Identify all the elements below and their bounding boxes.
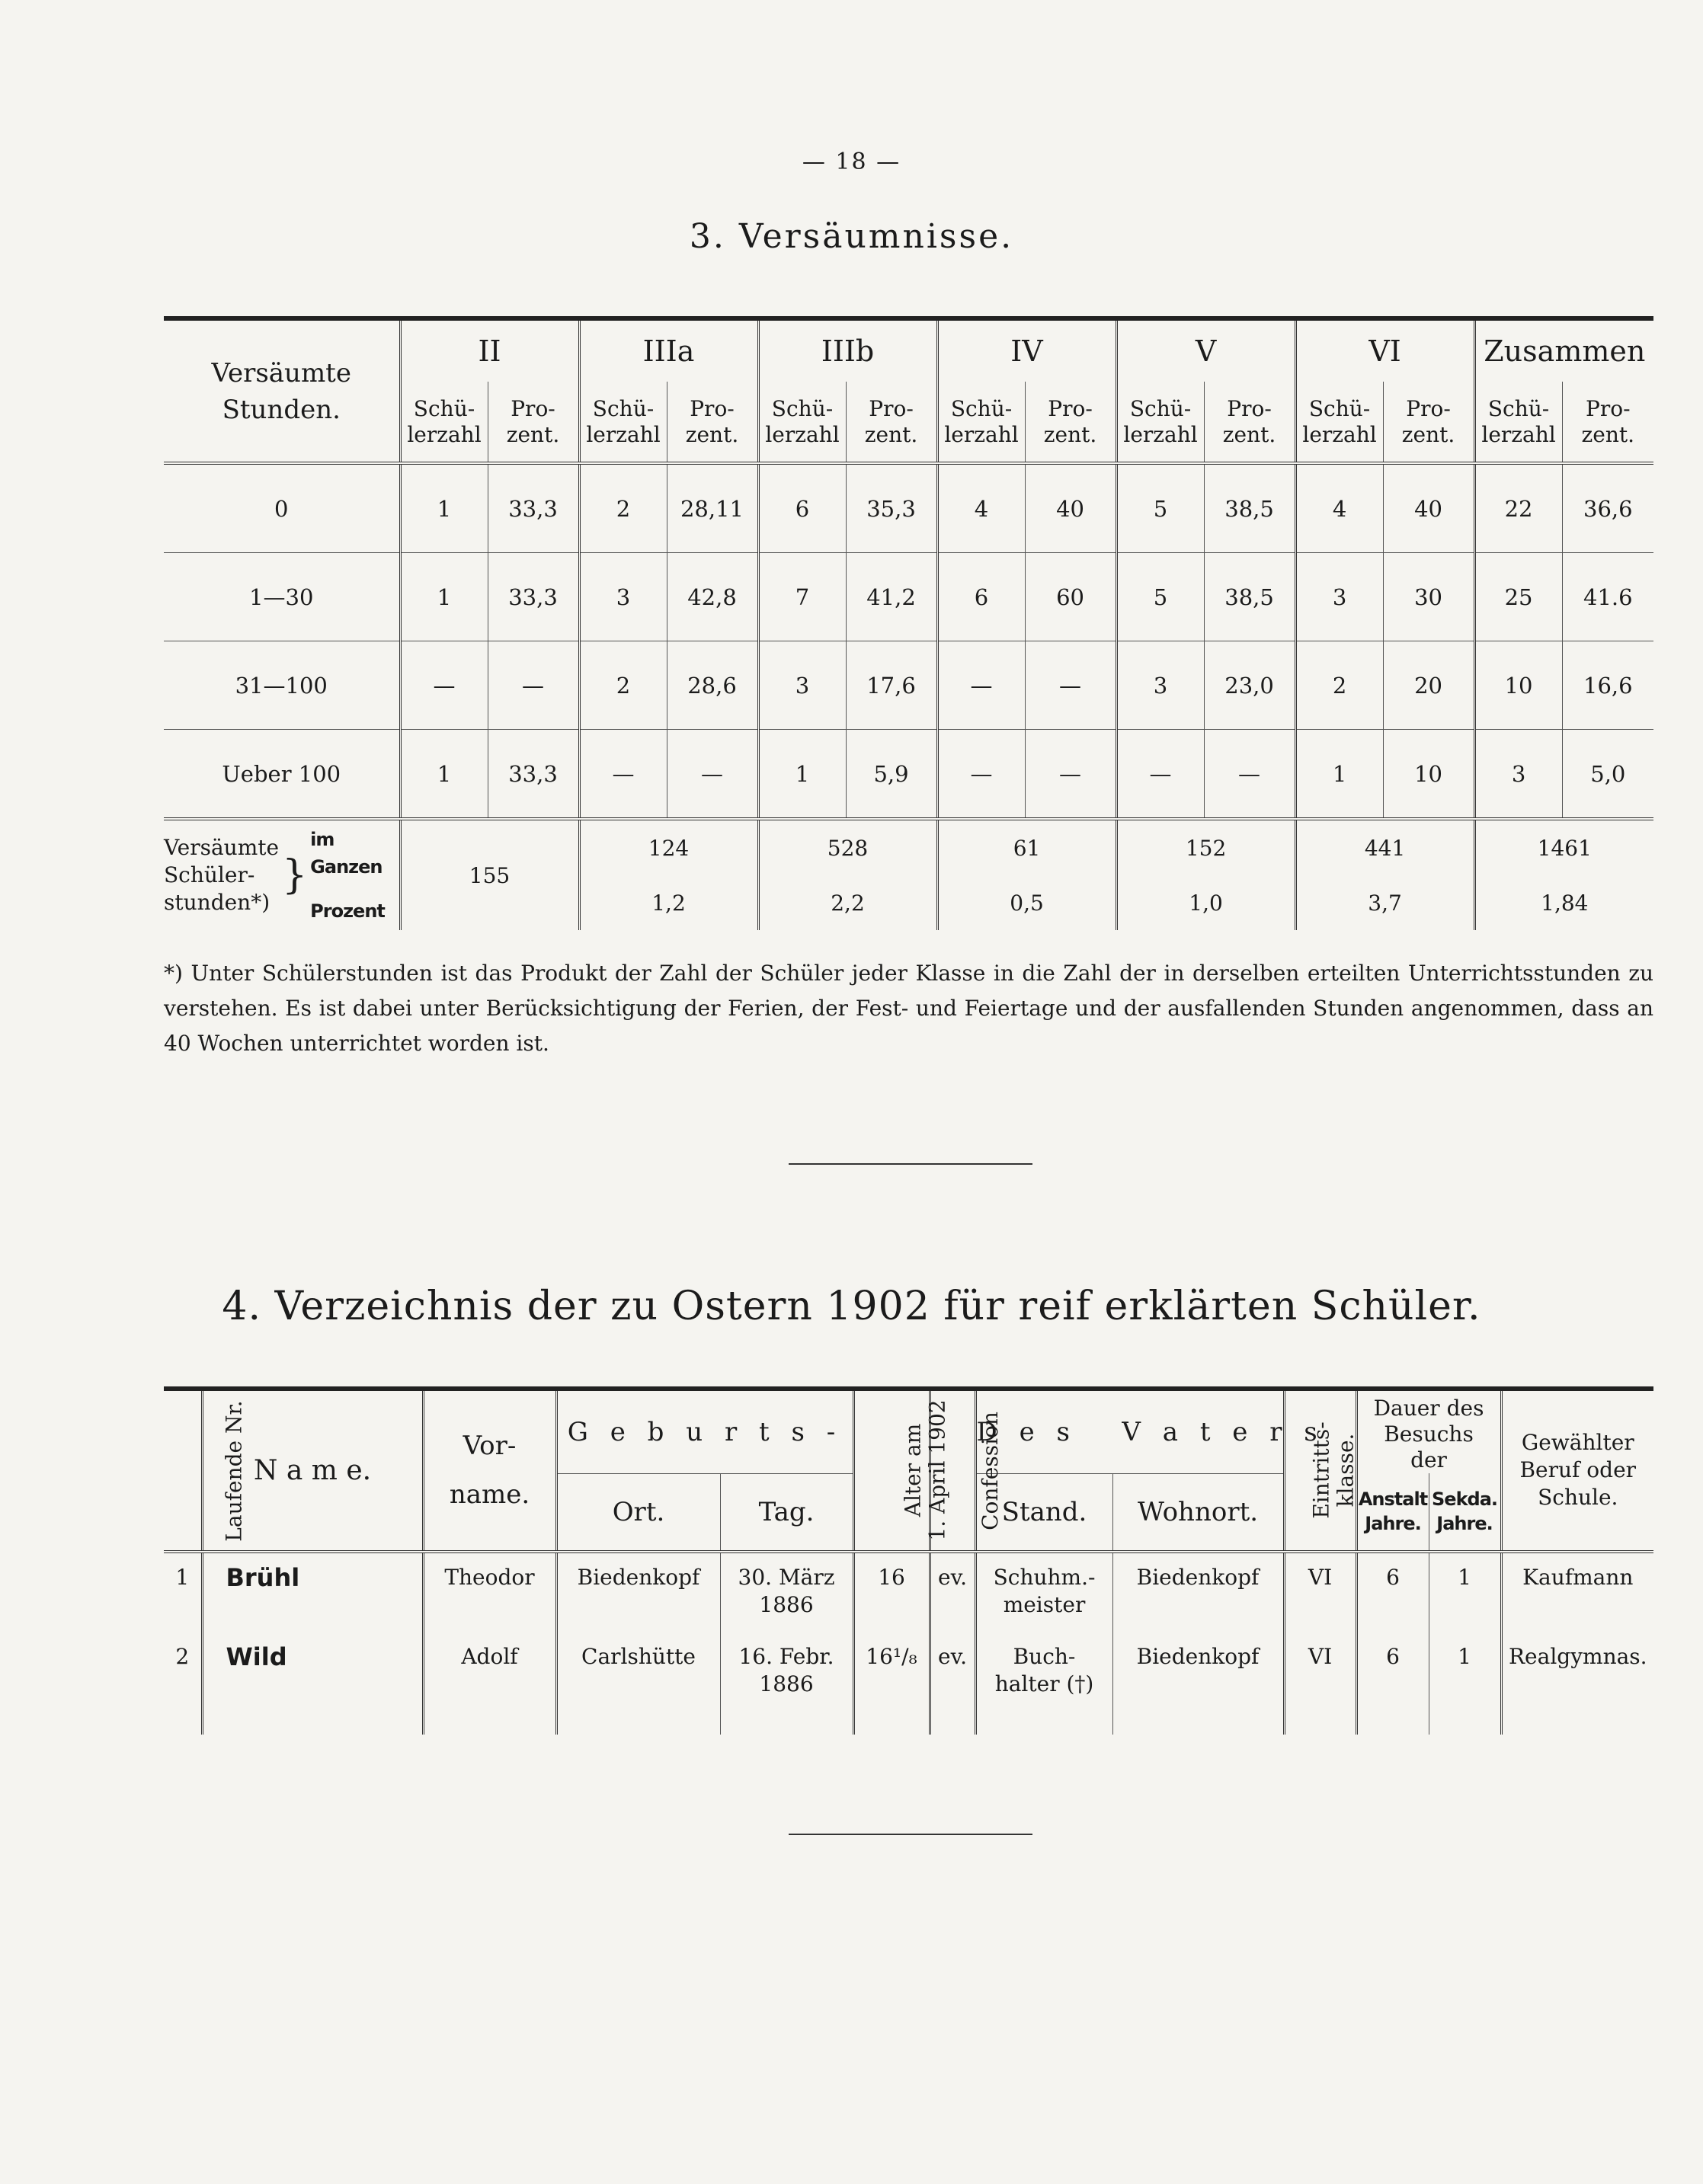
- pupil-count-cell: 3: [1116, 641, 1204, 730]
- pupil-count-cell: 1: [400, 730, 488, 820]
- header-geburts: G e b u r t s -: [556, 1389, 853, 1473]
- header-alter: Alter am 1. April 1902: [853, 1389, 930, 1552]
- pupil-count-cell: —: [937, 730, 1025, 820]
- class-header: V: [1116, 318, 1295, 382]
- class-header: IIIb: [758, 318, 937, 382]
- section-4-title: 4. Verzeichnis der zu Ostern 1902 für reif erklärten Schüler.: [222, 1284, 1481, 1329]
- pupils-subheader: Schü- lerzahl: [1116, 382, 1204, 463]
- percent-subheader: Pro- zent.: [667, 382, 758, 463]
- header-stand: Stand.: [975, 1473, 1112, 1552]
- summary-total: 155: [400, 819, 579, 930]
- percent-subheader: Pro- zent.: [1562, 382, 1653, 463]
- summary-percent: 1,0: [1116, 875, 1295, 930]
- class-header: IV: [937, 318, 1116, 382]
- summary-percent: 1,84: [1474, 875, 1653, 930]
- percent-cell: 33,3: [488, 463, 579, 553]
- student-vorname: Adolf: [423, 1632, 556, 1735]
- summary-percent: 3,7: [1295, 875, 1474, 930]
- percent-subheader: Pro- zent.: [846, 382, 937, 463]
- percent-cell: 17,6: [846, 641, 937, 730]
- pupil-count-cell: 7: [758, 553, 846, 641]
- percent-cell: 36,6: [1562, 463, 1653, 553]
- header-sekda: Sekda. Jahre.: [1429, 1473, 1501, 1552]
- row-header-line-1: Versäumte: [211, 357, 351, 389]
- page-number: — 18 —: [802, 149, 901, 175]
- percent-cell: 33,3: [488, 553, 579, 641]
- pupil-count-cell: 4: [1295, 463, 1383, 553]
- summary-total: 124: [579, 819, 758, 875]
- percent-cell: 23,0: [1204, 641, 1295, 730]
- pupil-count-cell: 1: [400, 553, 488, 641]
- pupil-count-cell: —: [937, 641, 1025, 730]
- birth-place: Biedenkopf: [556, 1552, 720, 1632]
- summary-percent: 1,2: [579, 875, 758, 930]
- student-confession: ev.: [930, 1552, 975, 1632]
- pupils-subheader: Schü- lerzahl: [400, 382, 488, 463]
- hours-label: 31—100: [164, 641, 400, 730]
- pupil-count-cell: 2: [579, 463, 667, 553]
- percent-cell: —: [1025, 641, 1116, 730]
- father-occupation: Buch- halter (†): [975, 1632, 1112, 1735]
- birth-date: 30. März 1886: [720, 1552, 853, 1632]
- pupil-count-cell: 3: [1474, 730, 1562, 820]
- chosen-career: Kaufmann: [1501, 1552, 1653, 1632]
- years-institution: 6: [1356, 1552, 1429, 1632]
- header-ort: Ort.: [556, 1473, 720, 1552]
- pupil-count-cell: —: [400, 641, 488, 730]
- percent-cell: 10: [1383, 730, 1474, 820]
- header-wohnort: Wohnort.: [1112, 1473, 1284, 1552]
- percent-cell: 38,5: [1204, 553, 1295, 641]
- header-beruf: Gewählter Beruf oder Schule.: [1501, 1389, 1653, 1552]
- header-nr: Laufende Nr.: [164, 1389, 202, 1552]
- pupil-count-cell: 5: [1116, 553, 1204, 641]
- student-confession: ev.: [930, 1632, 975, 1735]
- percent-cell: 33,3: [488, 730, 579, 820]
- pupil-count-cell: 6: [937, 553, 1025, 641]
- percent-cell: 40: [1383, 463, 1474, 553]
- absences-table: [164, 316, 1653, 930]
- pupils-subheader: Schü- lerzahl: [758, 382, 846, 463]
- student-nr: 1: [175, 1564, 190, 1590]
- pupils-subheader: Schü- lerzahl: [579, 382, 667, 463]
- class-header: Zusammen: [1474, 318, 1653, 382]
- pupil-count-cell: 25: [1474, 553, 1562, 641]
- brace: }: [282, 852, 308, 898]
- header-eintritt: Eintritts- klasse.: [1284, 1389, 1356, 1552]
- pupil-count-cell: 1: [758, 730, 846, 820]
- percent-subheader: Pro- zent.: [1383, 382, 1474, 463]
- pupil-count-cell: —: [579, 730, 667, 820]
- years-institution: 6: [1356, 1632, 1429, 1735]
- percent-cell: 5,0: [1562, 730, 1653, 820]
- percent-cell: 16,6: [1562, 641, 1653, 730]
- hours-label: 0: [164, 463, 400, 553]
- birth-place: Carlshütte: [556, 1632, 720, 1735]
- pupils-subheader: Schü- lerzahl: [1474, 382, 1562, 463]
- percent-subheader: Pro- zent.: [1025, 382, 1116, 463]
- pupil-count-cell: 5: [1116, 463, 1204, 553]
- birth-date: 16. Febr. 1886: [720, 1632, 853, 1735]
- entry-class: VI: [1284, 1552, 1356, 1632]
- header-vorname: Vor- name.: [423, 1389, 556, 1552]
- pupil-count-cell: 10: [1474, 641, 1562, 730]
- father-occupation: Schuhm.- meister: [975, 1552, 1112, 1632]
- entry-class: VI: [1284, 1632, 1356, 1735]
- student-vorname: Theodor: [423, 1552, 556, 1632]
- percent-cell: 28,11: [667, 463, 758, 553]
- pupil-count-cell: 2: [579, 641, 667, 730]
- percent-cell: 41.6: [1562, 553, 1653, 641]
- header-tag: Tag.: [720, 1473, 853, 1552]
- percent-cell: —: [488, 641, 579, 730]
- summary-percent: 2,2: [758, 875, 937, 930]
- percent-cell: 20: [1383, 641, 1474, 730]
- percent-subheader: Pro- zent.: [488, 382, 579, 463]
- student-age: 16¹/₈: [853, 1632, 930, 1735]
- header-name: N a m e.: [202, 1389, 423, 1552]
- summary-label: [164, 819, 400, 930]
- pupil-count-cell: 1: [400, 463, 488, 553]
- pupil-count-cell: 3: [579, 553, 667, 641]
- class-header: II: [400, 318, 579, 382]
- graduates-table: [164, 1386, 1653, 1735]
- summary-label-line: stunden*): [164, 890, 270, 915]
- class-header: IIIa: [579, 318, 758, 382]
- pupils-subheader: Schü- lerzahl: [1295, 382, 1383, 463]
- pupil-count-cell: 6: [758, 463, 846, 553]
- divider: [789, 1834, 1032, 1835]
- divider: [789, 1163, 1032, 1165]
- years-sekunda: 1: [1429, 1632, 1501, 1735]
- header-confession: Confession: [930, 1389, 975, 1552]
- pupil-count-cell: 22: [1474, 463, 1562, 553]
- pupils-subheader: Schü- lerzahl: [937, 382, 1025, 463]
- percent-cell: 40: [1025, 463, 1116, 553]
- section-3-title: 3. Versäumnisse.: [689, 217, 1014, 256]
- percent-cell: —: [1204, 730, 1295, 820]
- percent-cell: 41,2: [846, 553, 937, 641]
- chosen-career: Realgymnas.: [1501, 1632, 1653, 1735]
- hours-label: Ueber 100: [222, 760, 341, 787]
- pupil-count-cell: 1: [1295, 730, 1383, 820]
- student-nr: 2: [175, 1643, 190, 1669]
- summary-label-line: Schüler-: [164, 862, 255, 887]
- summary-total: 1461: [1474, 819, 1653, 875]
- student-name: Brühl: [202, 1552, 423, 1632]
- percent-cell: 5,9: [846, 730, 937, 820]
- summary-total: 528: [758, 819, 937, 875]
- summary-total: 152: [1116, 819, 1295, 875]
- percent-cell: 60: [1025, 553, 1116, 641]
- percent-cell: 35,3: [846, 463, 937, 553]
- student-age: 16: [853, 1552, 930, 1632]
- row-header-line-2: Stunden.: [222, 394, 341, 425]
- pupil-count-cell: 3: [1295, 553, 1383, 641]
- hours-label: 1—30: [164, 553, 400, 641]
- percent-cell: —: [667, 730, 758, 820]
- summary-total: 441: [1295, 819, 1474, 875]
- pupil-count-cell: 3: [758, 641, 846, 730]
- summary-percent: 0,5: [937, 875, 1116, 930]
- summary-total: 61: [937, 819, 1116, 875]
- father-residence: Biedenkopf: [1112, 1552, 1284, 1632]
- pupil-count-cell: 4: [937, 463, 1025, 553]
- student-name: Wild: [202, 1632, 423, 1735]
- percent-cell: —: [1025, 730, 1116, 820]
- summary-prozent: Prozent: [310, 900, 385, 922]
- pupil-count-cell: —: [1116, 730, 1204, 820]
- percent-cell: 30: [1383, 553, 1474, 641]
- summary-label-line: Versäumte: [164, 835, 280, 860]
- summary-im-ganzen: im Ganzen: [310, 829, 383, 878]
- percent-cell: 28,6: [667, 641, 758, 730]
- father-residence: Biedenkopf: [1112, 1632, 1284, 1735]
- header-anstalt: Anstalt Jahre.: [1356, 1473, 1429, 1552]
- percent-cell: 42,8: [667, 553, 758, 641]
- percent-cell: 38,5: [1204, 463, 1295, 553]
- footnote: *) Unter Schülerstunden ist das Produkt der Zahl der Schüler jeder Klasse in die Zahl der in derselben erteilten Unterrichtsstunden zu verstehen. Es ist dabei unter Berücksichtigung der Ferien, der Fest- und Feiertage und der ausfallenden Stunden angenommen, dass an 40 Wochen unterrichtet worden ist.: [164, 961, 1653, 1056]
- percent-subheader: Pro- zent.: [1204, 382, 1295, 463]
- row-header: [164, 318, 400, 463]
- header-vaters: D e s V a t e r s: [975, 1389, 1284, 1473]
- years-sekunda: 1: [1429, 1552, 1501, 1632]
- header-dauer: Dauer des Besuchs der: [1356, 1389, 1501, 1473]
- class-header: VI: [1295, 318, 1474, 382]
- pupil-count-cell: 2: [1295, 641, 1383, 730]
